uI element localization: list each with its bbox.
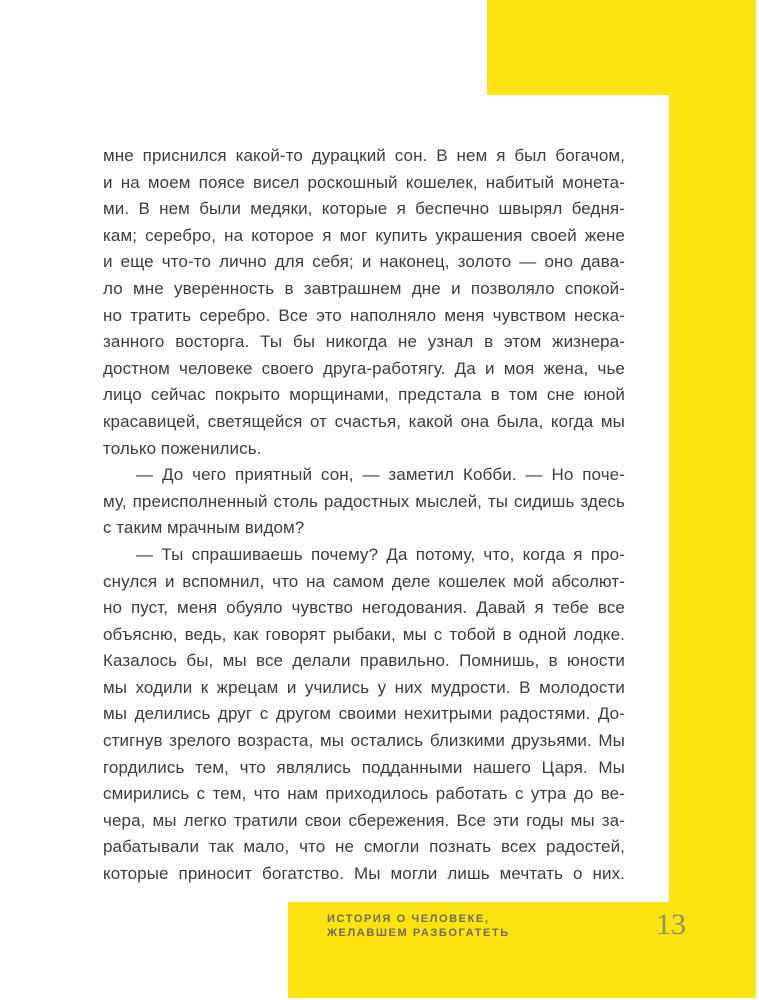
text-line: но пуст, меня обуяло чувство негодования. Давай я тебе все (103, 598, 625, 618)
text-line: достном человеке своего друга-работягу. Да и моя жена, чье (103, 358, 625, 378)
text-column (103, 143, 625, 888)
text-line: стигнув зрелого возраста, мы остались близкими друзьями. Мы (103, 731, 625, 751)
text-line: красавицей, светящейся от счастья, какой она была, когда мы (103, 411, 625, 431)
text-line: лицо сейчас покрыто морщинами, предстала в том сне юной (103, 385, 625, 405)
text-line: Казалось бы, мы все делали правильно. Помнишь, в юности (103, 651, 625, 671)
text-line: снулся и вспомнил, что на самом деле кошелек мой абсолют- (103, 571, 625, 591)
text-line: му, преисполненный столь радостных мыслей, ты сидишь здесь (103, 491, 625, 511)
page-number: 13 (656, 908, 686, 941)
text-line: с таким мрачным видом? (103, 518, 305, 538)
text-line: смирились с тем, что нам приходилось работать с утра до ве- (103, 784, 625, 804)
text-line: мне приснился какой-то дурацкий сон. В нем я был богачом, (103, 146, 625, 165)
text-line: но тратить серебро. Все это наполняло меня чувством неска- (103, 305, 625, 325)
text-line: гордились тем, что являлись подданными нашего Царя. Мы (103, 757, 625, 777)
text-line: занного восторга. Ты бы никогда не узнал в этом жизнера- (103, 332, 625, 352)
text-line: только поженились. (103, 438, 262, 458)
text-line: и еще что-то лично для себя; и наконец, золото — оно дава- (103, 252, 625, 272)
running-footer-title-line1: ИСТОРИЯ О ЧЕЛОВЕКЕ, (327, 913, 490, 925)
text-line: кам; серебро, на которое я мог купить украшения своей жене (103, 225, 625, 245)
text-line: чера, мы легко тратили свои сбережения. Все эти годы мы за- (103, 810, 625, 830)
text-line: ми. В нем были медяки, которые я беспечно швырял бедня- (103, 199, 625, 219)
text-line: рабатывали так мало, что не смогли познать всех радостей, (103, 837, 625, 857)
text-line: ло мне уверенность в завтрашнем дне и позволяло спокой- (103, 278, 625, 298)
text-line: — Ты спрашиваешь почему? Да потому, что, когда я про- (136, 544, 625, 564)
text-line: которые приносит богатство. Мы могли лишь мечтать о них. (103, 864, 625, 884)
running-footer-title-line2: ЖЕЛАВШЕМ РАЗБОГАТЕТЬ (327, 926, 510, 939)
yellow-frame-right-strip (669, 0, 756, 998)
text-line: мы ходили к жрецам и учились у них мудрости. В молодости (103, 677, 625, 697)
text-line: и на моем поясе висел роскошный кошелек, набитый монета- (103, 172, 625, 192)
text-line: объясню, ведь, как говорят рыбаки, мы с тобой в одной лодке. (103, 624, 625, 644)
text-line: — До чего приятный сон, — заметил Кобби. — Но поче- (136, 465, 625, 485)
text-line: мы делились друг с другом своими нехитрыми радостями. До- (103, 704, 625, 724)
running-footer-title (327, 913, 510, 940)
